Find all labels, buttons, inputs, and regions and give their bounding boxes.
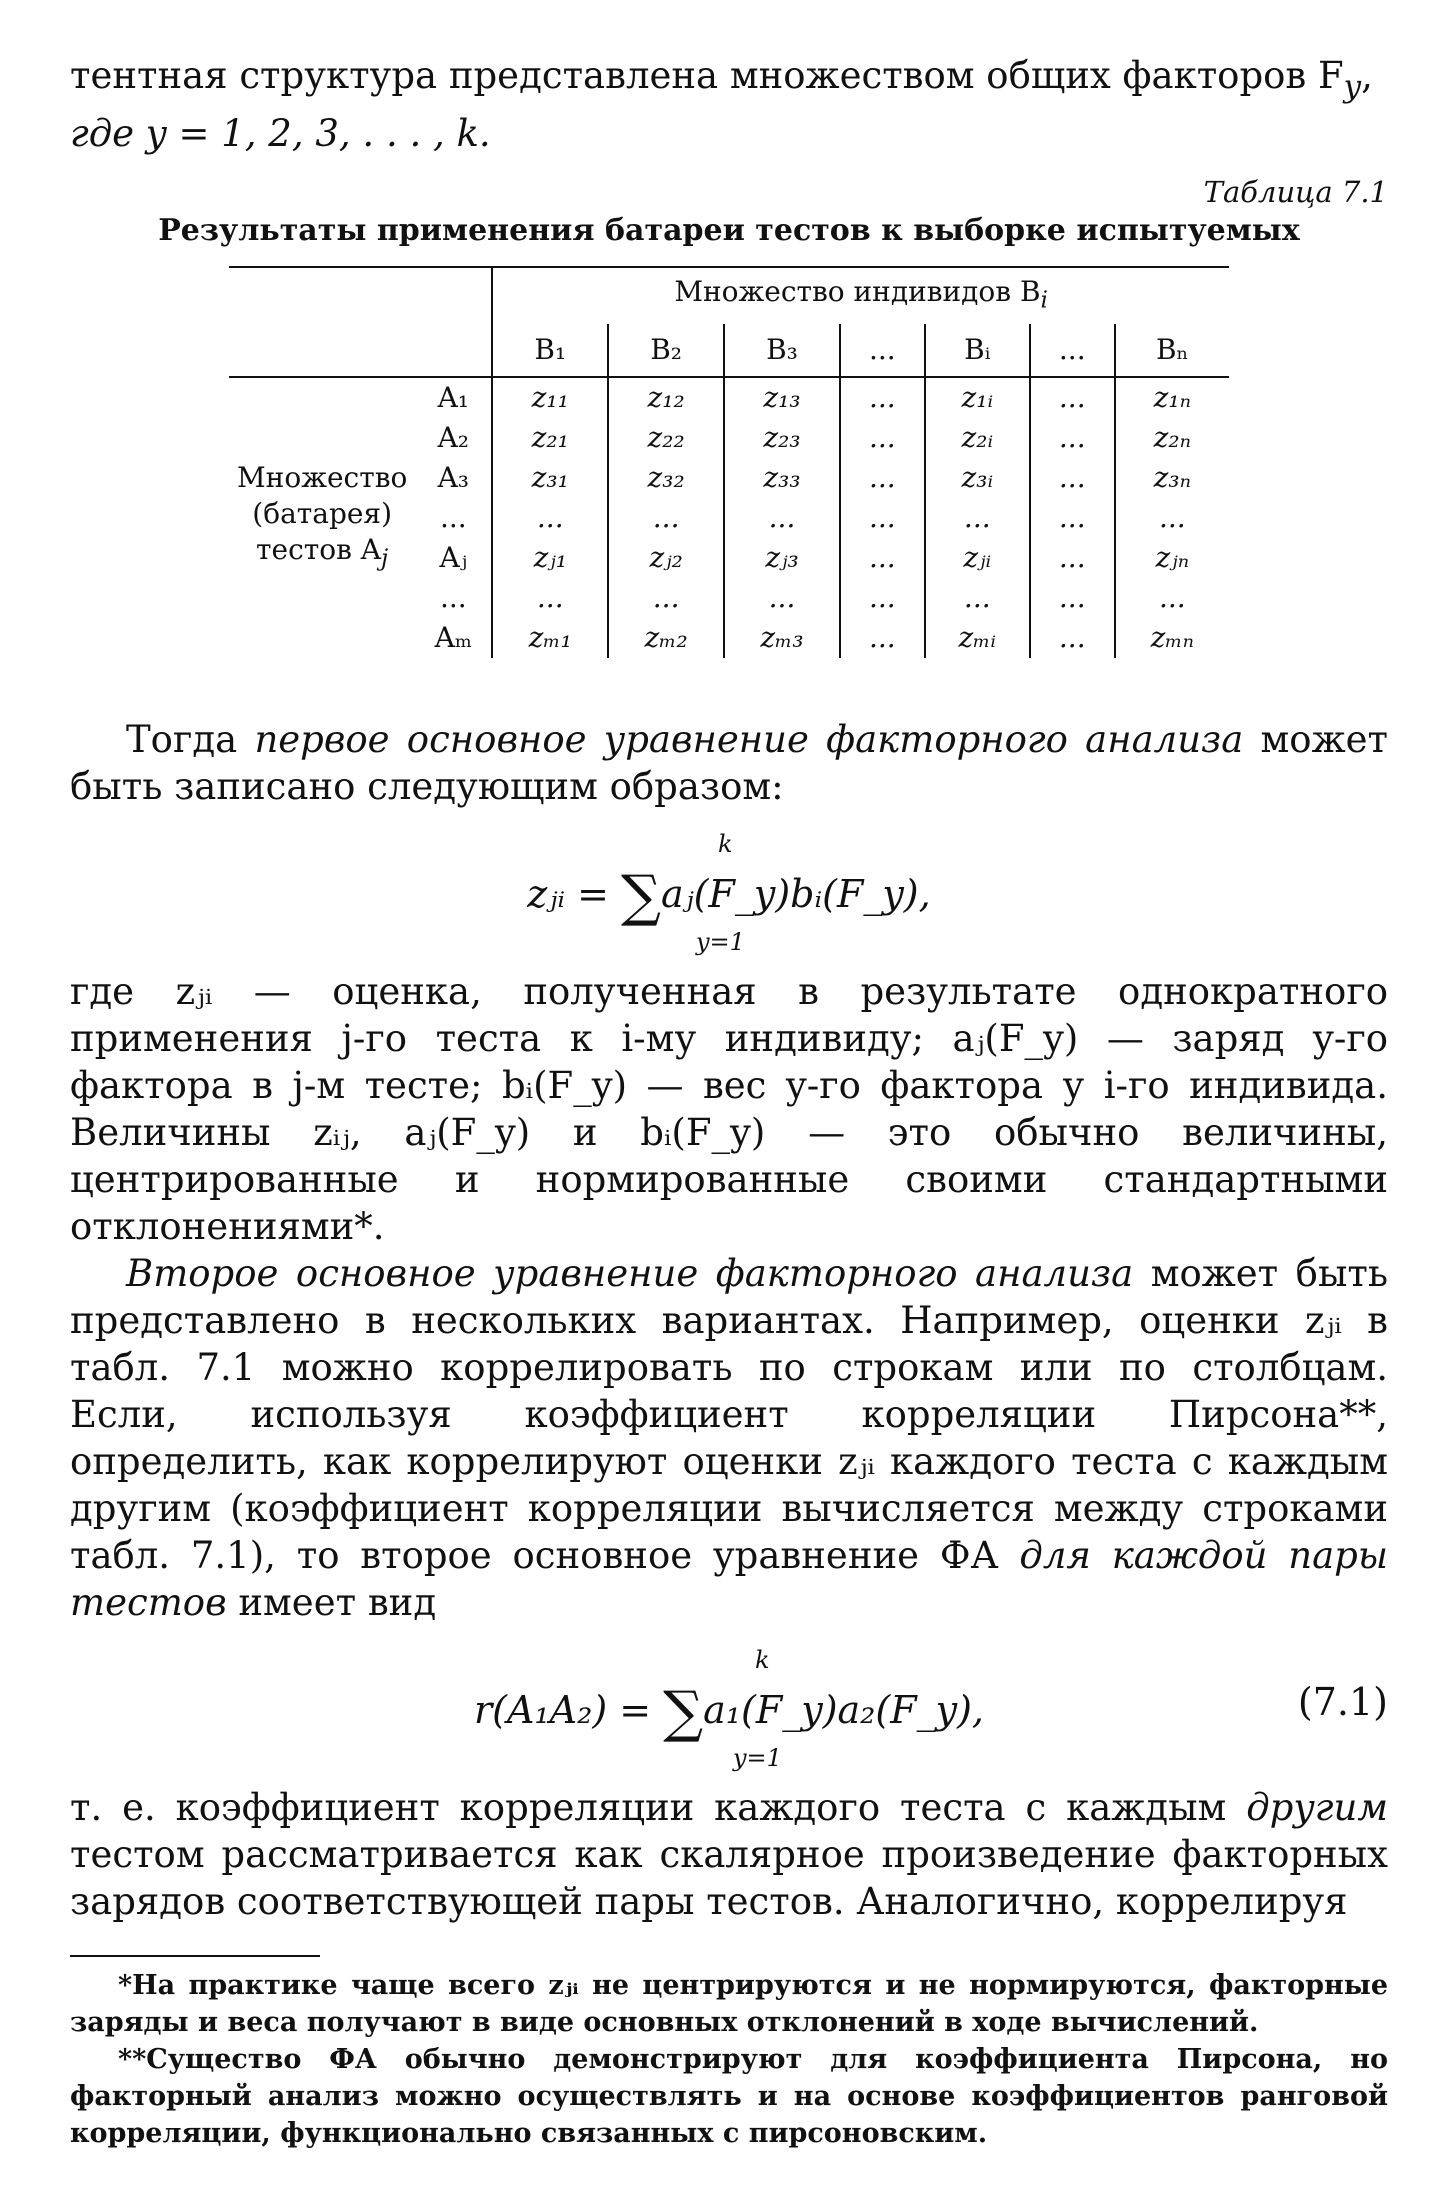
table-row — [229, 377, 1229, 418]
table-cell: ... — [724, 578, 840, 618]
table-cell: z₃₁ — [492, 458, 608, 498]
intro-line1-end: , — [1361, 54, 1373, 97]
column-header: B₃ — [724, 324, 840, 377]
term-second-equation: Второе основное уравнение факторного анализа — [126, 1251, 1134, 1295]
table-cell: ... — [840, 377, 925, 418]
column-header: ... — [840, 324, 925, 377]
row-group-label: Множество (батарея) тестов $A_j$ — [237, 461, 408, 572]
test-label: Aⱼ — [439, 540, 468, 574]
table-cell: ... — [840, 458, 925, 498]
table-cell: ... — [840, 498, 925, 538]
table-cell: ... — [1030, 377, 1115, 418]
intro-line1: тентная структура представлена множеством общих факторов F — [70, 54, 1344, 97]
table-caption-number: Таблица 7.1 — [1203, 175, 1388, 210]
footnote-1: *На практике чаще всего zⱼᵢ не центрируются и не нормируются, факторные заряды и веса получают в виде основных отклонений в ходе вычислений. — [70, 1969, 1388, 2038]
table-cell: zⱼ₁ — [492, 538, 608, 578]
table-cell: z₁₃ — [724, 377, 840, 418]
test-label: A₃ — [437, 460, 470, 494]
paragraph-first-equation: Тогда первое основное уравнение факторного анализа может быть записано следующим образом: — [70, 717, 1388, 808]
table-cell: ... — [608, 498, 724, 538]
table-cell: ... — [840, 538, 925, 578]
table-caption-title: Результаты применения батареи тестов к выборке испытуемых — [158, 213, 1300, 249]
table-cell: ... — [1115, 498, 1229, 538]
test-label: A₂ — [437, 420, 470, 454]
table-cell: ... — [840, 418, 925, 458]
table-cell: ... — [840, 618, 925, 658]
table-cell: zⱼ₂ — [608, 538, 724, 578]
table-cell: ... — [1030, 418, 1115, 458]
table-cell: ... — [1030, 538, 1115, 578]
table-cell: ... — [724, 498, 840, 538]
results-table — [229, 266, 1229, 658]
formula-7-1: k r(A₁A₂) = ∑a₁(F_y)a₂(F_y), (7.1) y=1 — [474, 1645, 1388, 1772]
footnote-2: **Существо ФА обычно демонстрируют для коэффициента Пирсона, но факторный анализ можно осуществлять и на основе коэффициентов ранговой корреляции, функционально связанных с пирсоновским. — [70, 2043, 1388, 2149]
column-header: ... — [1030, 324, 1115, 377]
table-cell: ... — [1030, 498, 1115, 538]
table-cell: z₂₁ — [492, 418, 608, 458]
table-cell: z₂ₙ — [1115, 418, 1229, 458]
table-cell: z₃ᵢ — [925, 458, 1030, 498]
table-cell: ... — [1030, 618, 1115, 658]
table-cell: ... — [925, 498, 1030, 538]
column-header: Bᵢ — [925, 324, 1030, 377]
test-label: Aₘ — [434, 620, 473, 654]
table-cell: ... — [492, 578, 608, 618]
footnote-divider — [70, 1955, 320, 1957]
table-cell: z₁₂ — [608, 377, 724, 418]
table-cell: zⱼ₃ — [724, 538, 840, 578]
table-cell: ... — [608, 578, 724, 618]
table-cell: z₂₂ — [608, 418, 724, 458]
table-cell: ... — [1115, 578, 1229, 618]
paragraph-scalar-product: т. е. коэффициент корреляции каждого теста с каждым другим тестом рассматривается как скалярное произведение факторных зарядов соответствующей пары тестов. Аналогично, коррелируя — [70, 1785, 1388, 1923]
formula-first-equation: k zⱼᵢ = ∑aⱼ(F_y)bᵢ(F_y), y=1 — [527, 829, 931, 956]
intro-line1-sub: y — [1343, 68, 1362, 105]
table-cell: z₃ₙ — [1115, 458, 1229, 498]
table-cell: z₂₃ — [724, 418, 840, 458]
column-header: B₂ — [608, 324, 724, 377]
table-cell: z₁ᵢ — [925, 377, 1030, 418]
table-cell: z₂ᵢ — [925, 418, 1030, 458]
table-cell: z₁ₙ — [1115, 377, 1229, 418]
intro-line2: где y = 1, 2, 3, . . . , k. — [70, 112, 491, 156]
table-cell: ... — [1030, 578, 1115, 618]
page-content — [70, 52, 1388, 2152]
test-label: ... — [439, 500, 467, 534]
paragraph-second-equation: Второе основное уравнение факторного анализа может быть представлено в нескольких вариантах. Например, оценки zⱼᵢ в табл. 7.1 можно коррелировать по строкам или по столбцам. Если, используя коэффициент корреляции Пирсона**, определить, как коррелируют оценки zⱼᵢ каждого теста с каждым другим (коэффициент корреляции вычисляется между строками табл. 7.1), то второе основное уравнение ФА для каждой пары тестов имеет вид — [70, 1251, 1389, 1624]
equation-number: (7.1) — [1297, 1679, 1388, 1724]
table-cell: ... — [925, 578, 1030, 618]
table-cell: zₘᵢ — [925, 618, 1030, 658]
table-cell: zₘ₁ — [492, 618, 608, 658]
table-cell: z₃₂ — [608, 458, 724, 498]
table-cell: zⱼₙ — [1115, 538, 1229, 578]
group-header: Множество индивидов $B_i$ — [492, 267, 1229, 324]
column-header: B₁ — [492, 324, 608, 377]
table-cell: ... — [492, 498, 608, 538]
table-cell: ... — [840, 578, 925, 618]
table-cell: zₘ₂ — [608, 618, 724, 658]
table-cell: zⱼᵢ — [925, 538, 1030, 578]
term-first-equation: первое основное уравнение факторного анализа — [254, 717, 1244, 761]
paragraph-definitions: где zⱼᵢ — оценка, полученная в результате однократного применения j-го теста к i-му индивиду; aⱼ(F_y) — заряд y-го фактора в j-м тесте; bᵢ(F_y) — вес y-го фактора у i-го индивида. Величины zᵢⱼ, aⱼ(F_y) и bᵢ(F_y) — это обычно величины, центрированные и нормированные своими стандартными отклонениями*. — [70, 969, 1388, 1248]
table-cell: ... — [1030, 458, 1115, 498]
table-cell: zₘ₃ — [724, 618, 840, 658]
table-cell: z₃₃ — [724, 458, 840, 498]
test-label: ... — [439, 580, 467, 614]
table-cell: zₘₙ — [1115, 618, 1229, 658]
intro-paragraph — [70, 52, 1388, 157]
column-header: Bₙ — [1115, 324, 1229, 377]
test-label: A₁ — [437, 380, 470, 414]
table-cell: z₁₁ — [492, 377, 608, 418]
